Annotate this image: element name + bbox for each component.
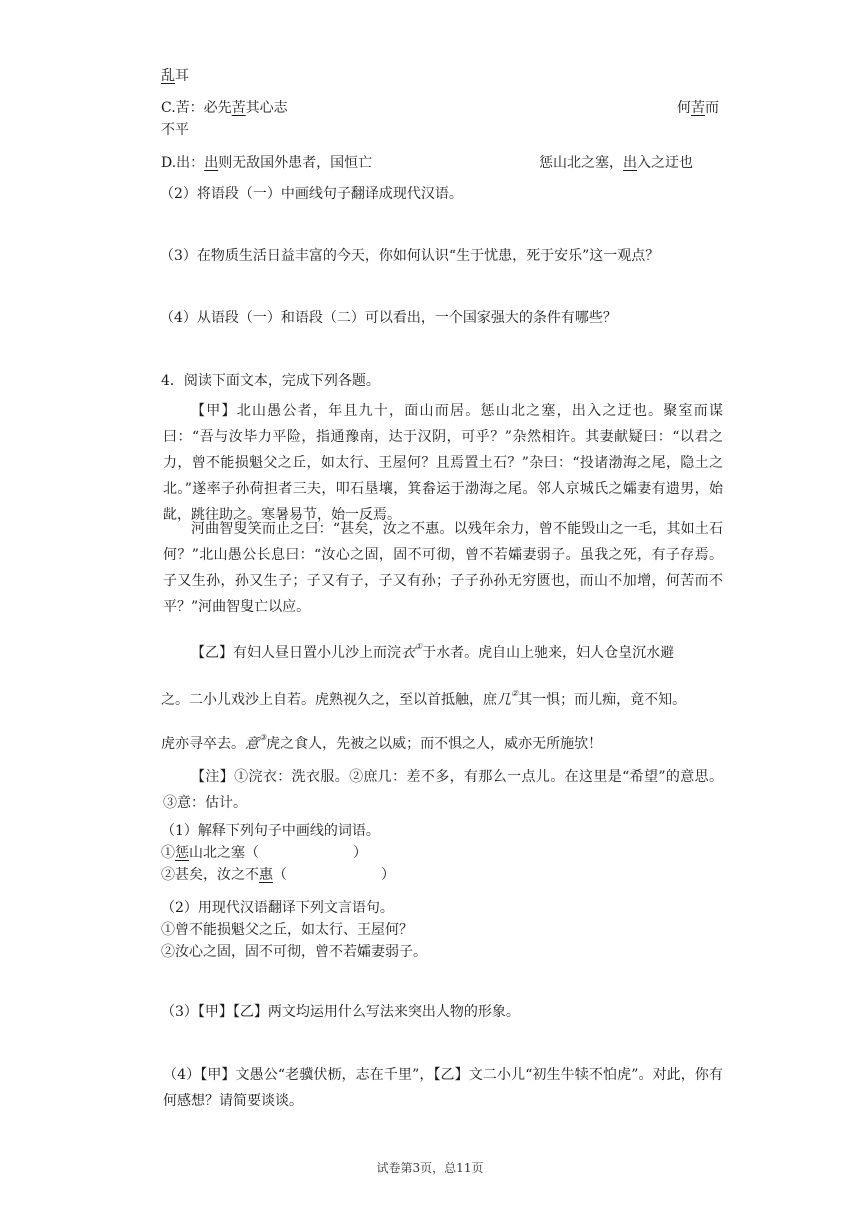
q4-s2-item-b: ②汝心之固，固不可彻，曾不若孀妻弱子。 xyxy=(161,944,427,960)
option-d-right: 惩山北之塞，出入之迂也 xyxy=(539,155,693,171)
underlined-word: 乱 xyxy=(161,68,175,84)
q4-subquestion-1: （1）解释下列句子中画线的词语。 xyxy=(161,823,380,839)
passage-yi-line-1: 【乙】有妇人昼日置小儿沙上而浣衣①于水者。虎自山上驰来，妇人仓皇沉水避 xyxy=(191,642,675,661)
option-b-tail: 乱耳 xyxy=(161,68,189,84)
underlined-word: 惠 xyxy=(259,867,273,883)
q4-subquestion-3: （3）【甲】【乙】两文均运用什么写法来突出人物的形象。 xyxy=(161,1004,520,1020)
underlined-word: 苦 xyxy=(231,100,246,116)
underlined-word: 出 xyxy=(204,155,219,171)
passage-jia-paragraph-2: 河曲智叟笑而止之曰：“甚矣，汝之不惠。以残年余力，曾不能毁山之一毛，其如土石何？”北山愚公长息曰：“汝心之固，固不可彻，曾不若孀妻弱子。虽我之死，有子存焉。子又生孙，孙又生子；子又有子，子又有孙；子子孙孙无穷匮也，而山不加增，何苦而不平？”河曲智叟亡以应。 xyxy=(163,521,723,615)
option-d: D.出：出则无敌国外患者，国恒亡 xyxy=(161,155,373,171)
option-c: C.苦：必先苦其心志 xyxy=(161,100,288,116)
annotation-note: 【注】①浣衣：洗衣服。②庶几：差不多，有那么一点儿。在这里是“希望”的意思。③意：估计。 xyxy=(163,769,723,811)
underlined-word: 惩 xyxy=(175,845,189,861)
q4-s1-item-a: ①惩山北之塞（ ） xyxy=(161,845,367,861)
q4-subquestion-2: （2）用现代汉语翻译下列文言语句。 xyxy=(161,900,394,916)
q4-s2-item-a: ①曾不能损魁父之丘，如太行、王屋何？ xyxy=(161,922,413,938)
q3-subquestion-3: （3）在物质生活日益丰富的今天，你如何认识“生于忧患，死于安乐”这一观点？ xyxy=(160,248,660,264)
passage-yi-line-2: 之。二小儿戏沙上自若。虎熟视久之，至以首抵触，庶几②其一惧；而儿痴，竟不知。 xyxy=(161,689,687,708)
page-footer: 试卷第3页，总11页 xyxy=(376,1161,484,1175)
underlined-word: 出 xyxy=(623,155,637,171)
q4-s1-item-b: ②甚矣，汝之不惠（ ） xyxy=(161,867,395,883)
underlined-word: 苦 xyxy=(691,100,705,116)
option-c-wrap: 不平 xyxy=(161,122,189,138)
passage-yi-line-3: 虎亦寻卒去。意③虎之食人，先被之以威；而不惧之人，威亦无所施欤！ xyxy=(161,733,603,752)
option-c-right: 何苦而 xyxy=(677,100,719,116)
question-4-heading: 4．阅读下面文本，完成下列各题。 xyxy=(161,373,380,389)
passage-jia-paragraph-1: 【甲】北山愚公者，年且九十，面山而居。惩山北之塞，出入之迂也。聚室而谋曰：“吾与汝毕力平险，指通豫南，达于汉阴，可乎？”杂然相许。其妻献疑曰：“以君之力，曾不能损魁父之丘，如太行、王屋何？且焉置土石？”杂曰：“投诸渤海之尾，隐土之北。”遂率子孙荷担者三夫，叩石垦壤，箕畚运于渤海之尾。邻人京城氏之孀妻有遗男，始龀，跳往助之。寒暑易节，始一反焉。 xyxy=(163,403,723,523)
q3-subquestion-2: （2）将语段（一）中画线句子翻译成现代汉语。 xyxy=(160,186,463,202)
q4-subquestion-4: （4）【甲】文愚公“老骥伏枥，志在千里”，【乙】文二小儿“初生牛犊不怕虎”。对此，你有何感想？请简要谈谈。 xyxy=(163,1067,723,1109)
q3-subquestion-4: （4）从语段（一）和语段（二）可以看出，一个国家强大的条件有哪些？ xyxy=(160,310,617,326)
